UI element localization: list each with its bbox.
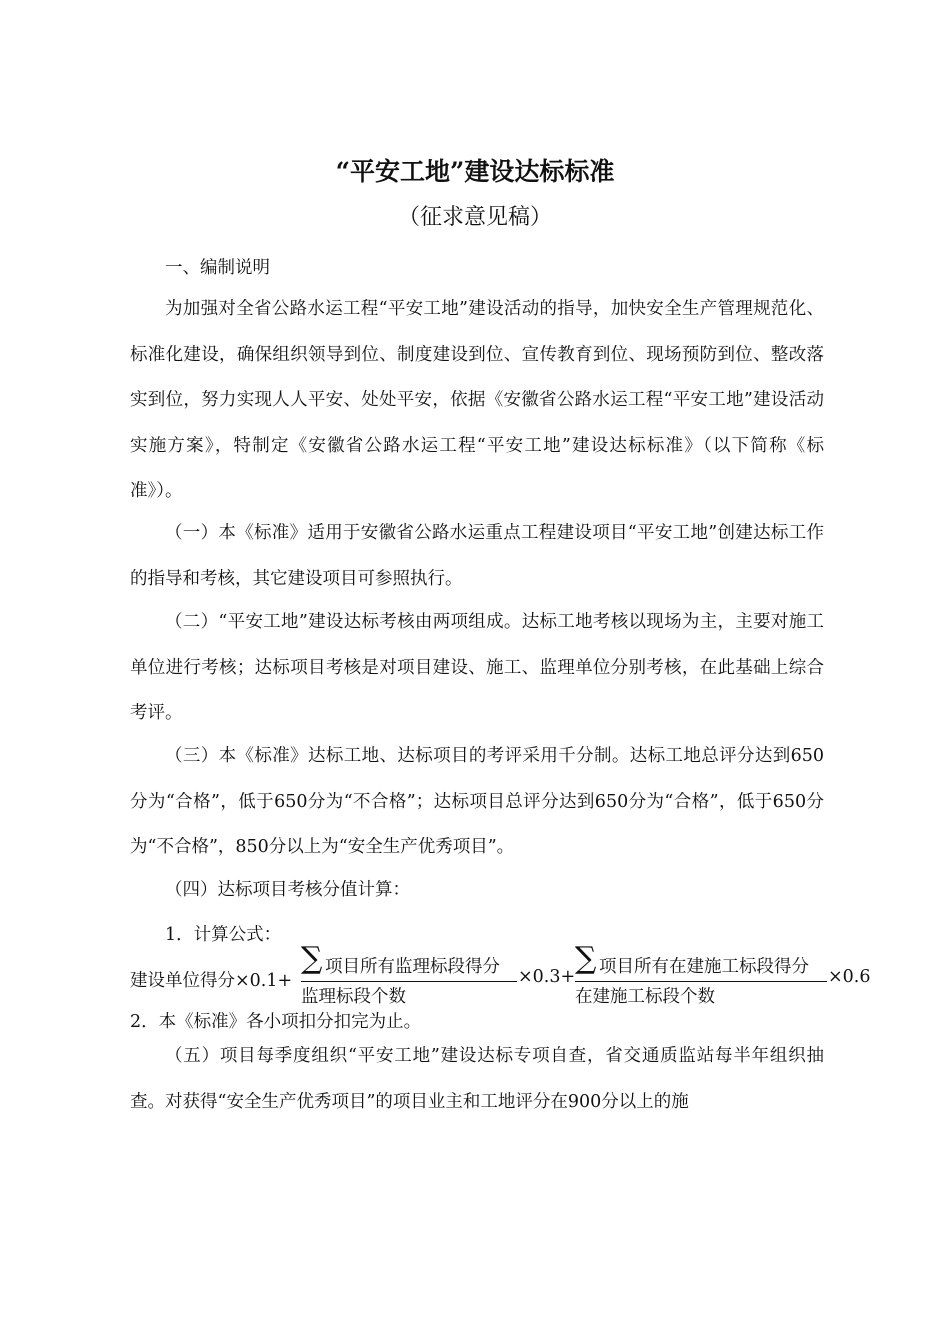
paragraph-item-4: （四）达标项目考核分值计算： [165, 880, 410, 900]
paragraph-item-5: （五）项目每季度组织“平安工地”建设达标专项自查，省交通质监站每半年组织抽查。对获得“安全生产优秀项目”的项目业主和工地评分在900分以上的施 [130, 1046, 824, 1112]
paragraph-item-2: （二）“平安工地”建设达标考核由两项组成。达标工地考核以现场为主，主要对施工单位进行考核；达标项目考核是对项目建设、施工、监理单位分别考核，在此基础上综合考评。 [130, 612, 824, 723]
paragraph-note: 2．本《标准》各小项扣分扣完为止。 [130, 1012, 422, 1032]
fraction-2-denominator: 在建施工标段个数 [575, 987, 715, 1007]
fraction-1-bar [301, 981, 517, 982]
fraction-1-denominator: 监理标段个数 [301, 987, 406, 1007]
fraction-2-bar [575, 981, 827, 982]
sum-symbol: ∑ [575, 941, 597, 976]
sum-symbol: ∑ [301, 941, 323, 976]
formula-mult-3: ×0.6 [828, 967, 871, 987]
paragraph-intro: 为加强对全省公路水运工程“平安工地”建设活动的指导，加快安全生产管理规范化、标准化建设，确保组织领导到位、制度建设到位、宣传教育到位、现场预防到位、整改落实到位，努力实现人人平安、处处平安，依据《安徽省公路水运工程“平安工地”建设活动实施方案》，特制定《安徽省公路水运工程“平安工地”建设达标标准》（以下简称《标准》）。 [130, 299, 824, 501]
document-title: “平安工地”建设达标标准 [335, 157, 615, 186]
formula-term-1: 建设单位得分×0.1+ [130, 971, 293, 991]
formula-label: 1．计算公式： [165, 925, 282, 945]
section-heading: 一、编制说明 [165, 258, 270, 278]
formula-mult-2: ×0.3+ [518, 967, 576, 987]
document-subtitle: （征求意见稿） [397, 205, 552, 230]
paragraph-item-3: （三）本《标准》达标工地、达标项目的考评采用千分制。达标工地总评分达到650分为“合格”，低于650分为“不合格”；达标项目总评分达到650分为“合格”，低于650分为“不合格”，850分以上为“安全生产优秀项目”。 [130, 746, 824, 857]
paragraph-item-1: （一）本《标准》适用于安徽省公路水运重点工程建设项目“平安工地”创建达标工作的指导和考核，其它建设项目可参照执行。 [130, 523, 824, 589]
fraction-2-numerator-text: 项目所有在建施工标段得分 [599, 957, 809, 977]
fraction-1-numerator-text: 项目所有监理标段得分 [325, 957, 500, 977]
